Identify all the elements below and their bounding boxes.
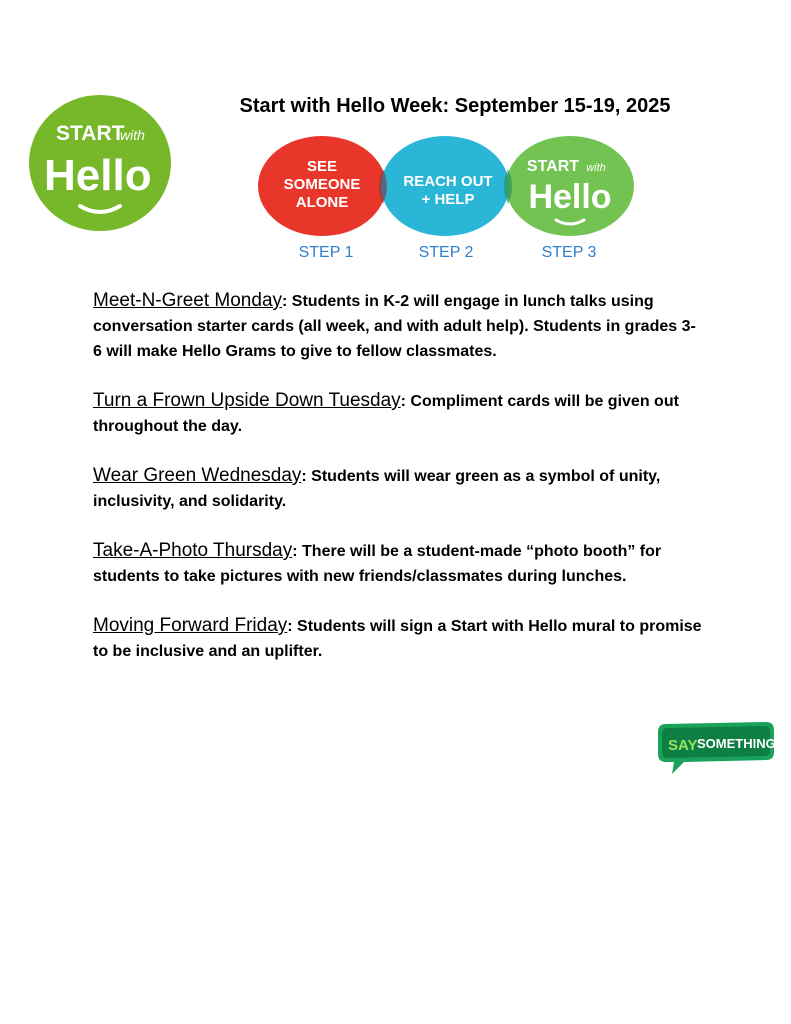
day-friday-text: : Students will sign a Start with Hello mural to promise to be inclusive and an uplifter. (93, 618, 702, 660)
page-title: Start with Hello Week: September 15-19, 2025 (239, 95, 671, 117)
week-agenda (93, 288, 703, 688)
day-thursday-title: Take-A-Photo Thursday (93, 540, 293, 561)
day-monday-title: Meet-N-Greet Monday (93, 290, 283, 311)
day-tuesday-text: : Compliment cards will be given out throughout the day. (93, 393, 679, 435)
step-3-start-text: START (526, 158, 580, 175)
day-wednesday-title: Wear Green Wednesday (93, 465, 302, 486)
logo-hello-text: Hello (44, 151, 152, 200)
step-3-with-text: with (586, 162, 606, 174)
start-with-hello-logo (28, 94, 172, 232)
step-1-line-3: ALONE (295, 194, 349, 211)
badge-something-text: SOMETHING (697, 736, 776, 751)
day-tuesday (93, 388, 703, 439)
step-1-label: STEP 1 (298, 244, 354, 261)
say-something-badge (654, 718, 776, 776)
day-wednesday (93, 463, 703, 514)
day-friday (93, 613, 703, 664)
day-friday-title: Moving Forward Friday (93, 615, 288, 636)
logo-start-text: START (56, 122, 125, 145)
step-3-label: STEP 3 (541, 244, 597, 261)
step-1-line-2: SOMEONE (283, 176, 361, 193)
step-3-hello-text: Hello (528, 178, 612, 216)
step-2-line-2: + HELP (421, 191, 475, 208)
day-wednesday-text: : Students will wear green as a symbol of unity, inclusivity, and solidarity. (93, 468, 661, 510)
day-monday-text: : Students in K-2 will engage in lunch talks using conversation starter cards (all week, and with adult help). Students in grades 3-6 will make Hello Grams to give to fellow classmates. (93, 293, 696, 360)
step-2-label: STEP 2 (418, 244, 474, 261)
steps-graphic (256, 134, 638, 264)
day-thursday-text: : There will be a student-made “photo booth” for students to take pictures with new friends/classmates during lunches. (93, 543, 662, 585)
step-1-line-1: SEE (306, 158, 338, 175)
day-tuesday-title: Turn a Frown Upside Down Tuesday (93, 390, 401, 411)
day-monday (93, 288, 703, 364)
day-thursday (93, 538, 703, 589)
step-2-line-1: REACH OUT (403, 173, 493, 190)
badge-say-text: SAY (668, 737, 698, 754)
logo-with-text: with (120, 127, 145, 143)
